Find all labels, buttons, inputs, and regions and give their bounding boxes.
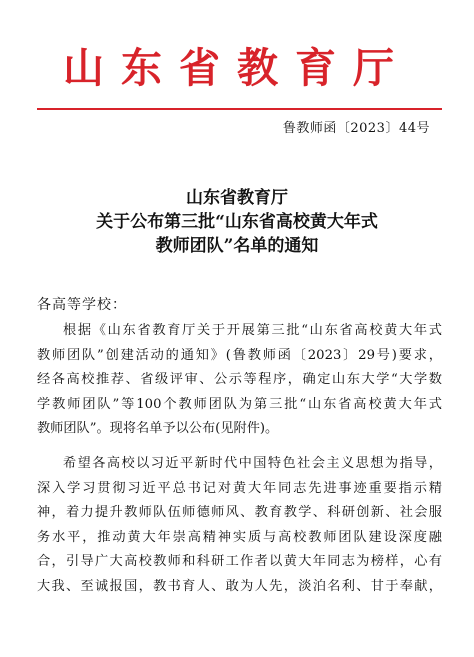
body-paragraph-1: [37, 319, 442, 442]
paragraph-line: 深入学习贯彻习近平总书记对黄大年同志先进事迹重要指示精: [37, 480, 442, 496]
title-line-2: 关于公布第三批“山东省高校黄大年式: [96, 212, 378, 232]
body-paragraph-2: [37, 452, 442, 599]
document-number: 鲁教师函〔2023〕44号: [282, 121, 430, 136]
masthead-title: 山东省教育厅: [63, 44, 411, 92]
paragraph-line: 务水平，推动黄大年崇高精神实质与高校教师团队建设深度融: [37, 529, 442, 545]
paragraph-line: 根据《山东省教育厅关于开展第三批“山东省高校黄大年式: [63, 323, 442, 338]
paragraph-line: 学教师团队”等100个教师团队为第三批“山东省高校黄大年式: [37, 396, 442, 412]
paragraph-line: 教师团队”创建活动的通知》(鲁教师函〔2023〕29号)要求，: [37, 347, 442, 363]
paragraph-line: 教师团队”。现将名单予以公布(见附件)。: [37, 421, 279, 436]
paragraph-line: 经各高校推荐、省级评审、公示等程序，确定山东大学“大学数: [37, 372, 442, 387]
paragraph-line: 大我、至诚报国，教书育人、敢为人先，淡泊名利、甘于奉献，: [37, 578, 442, 594]
paragraph-line: 合，引导广大高校教师和科研工作者以黄大年同志为榜样，心有: [37, 554, 442, 569]
paragraph-line: 神，着力提升教师队伍师德师风、教育教学、科研创新、社会服: [37, 505, 442, 520]
title-line-1: 山东省教育厅: [186, 188, 288, 208]
notice-title: [0, 186, 474, 258]
salutation: 各高等学校：: [37, 297, 127, 313]
red-separator-line: [37, 108, 442, 110]
title-line-3: 教师团队”名单的通知: [155, 236, 319, 256]
paragraph-line: 希望各高校以习近平新时代中国特色社会主义思想为指导，: [63, 456, 442, 471]
